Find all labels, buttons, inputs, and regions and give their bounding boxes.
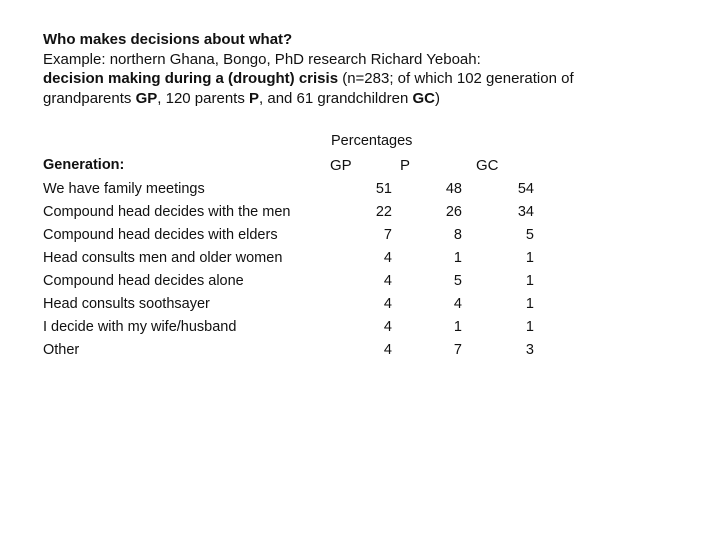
- cell-gp: 4: [383, 319, 392, 335]
- topic-bold: decision making during a (drought) crisis: [43, 70, 339, 87]
- row-label: Compound head decides with the men: [43, 204, 291, 220]
- cell-p: 5: [453, 273, 462, 289]
- cell-p: 1: [453, 319, 462, 335]
- cell-gp: 4: [383, 296, 392, 312]
- sample-text-d: ): [434, 89, 440, 107]
- row-label: We have family meetings: [43, 181, 205, 197]
- cell-gc: 54: [517, 181, 534, 197]
- sample-text-c: , and 61 grandchildren: [259, 89, 413, 107]
- table-row: [43, 178, 683, 201]
- cell-p: 26: [445, 204, 462, 220]
- column-header-p: P: [400, 157, 411, 174]
- sample-gc: GC: [412, 89, 435, 107]
- cell-p: 8: [453, 227, 462, 243]
- sample-p: P: [249, 89, 260, 107]
- cell-gc: 1: [525, 250, 534, 266]
- cell-gc: 1: [525, 319, 534, 335]
- topic-rest: (n=283; of which 102 generation of: [338, 70, 574, 87]
- table-row: [43, 293, 683, 316]
- column-header-gc: GC: [476, 157, 499, 174]
- cell-gp: 4: [383, 250, 392, 266]
- column-header-row: [43, 153, 683, 178]
- cell-gc: 34: [517, 204, 534, 220]
- cell-p: 7: [453, 342, 462, 358]
- topic-line: [43, 69, 703, 89]
- row-label: Head consults men and older women: [43, 250, 283, 266]
- table-row: [43, 316, 683, 339]
- cell-gp: 7: [383, 227, 392, 243]
- cell-gc: 1: [525, 273, 534, 289]
- row-label: Other: [43, 342, 80, 358]
- row-label: Compound head decides alone: [43, 273, 244, 289]
- sample-text-a: grandparents: [43, 89, 136, 107]
- cell-gp: 4: [383, 342, 392, 358]
- row-label: I decide with my wife/husband: [43, 319, 237, 335]
- cell-gc: 5: [525, 227, 534, 243]
- cell-gp: 22: [375, 204, 392, 220]
- table-row: [43, 339, 683, 362]
- table-row: [43, 201, 683, 224]
- row-label: Compound head decides with elders: [43, 227, 278, 243]
- sample-text-b: , 120 parents: [157, 89, 249, 107]
- slide-title: Who makes decisions about what?: [43, 31, 293, 48]
- cell-p: 1: [453, 250, 462, 266]
- decision-table: [43, 130, 683, 362]
- table-row: [43, 224, 683, 247]
- column-header-gp: GP: [330, 157, 352, 174]
- cell-gp: 51: [375, 181, 392, 197]
- cell-p: 48: [445, 181, 462, 197]
- sample-line: [43, 89, 703, 109]
- table-row: [43, 270, 683, 293]
- percentages-row: [43, 130, 683, 153]
- cell-gp: 4: [383, 273, 392, 289]
- slide-header: [43, 30, 703, 108]
- sample-gp: GP: [135, 89, 158, 107]
- row-label: Head consults soothsayer: [43, 296, 210, 312]
- percentages-label: Percentages: [331, 133, 413, 149]
- cell-gc: 1: [525, 296, 534, 312]
- table-row: [43, 247, 683, 270]
- cell-p: 4: [453, 296, 462, 312]
- generation-label: Generation:: [43, 157, 125, 173]
- example-line: Example: northern Ghana, Bongo, PhD research Richard Yeboah:: [43, 50, 481, 68]
- cell-gc: 3: [525, 342, 534, 358]
